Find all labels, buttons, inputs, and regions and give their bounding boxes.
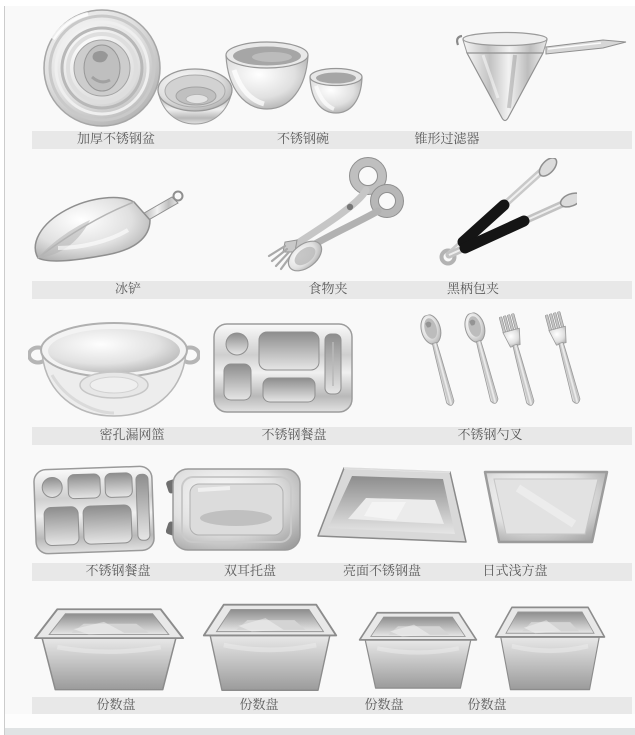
product-label: 食物夹 — [308, 282, 348, 297]
thick-stainless-basin-image — [28, 5, 240, 127]
bottom-margin-strip — [5, 714, 635, 728]
ice-scoop-image — [28, 186, 198, 271]
mirror-finish-tray-image — [316, 462, 468, 554]
spoons-and-forks-image — [402, 310, 592, 410]
conical-strainer-image — [453, 28, 633, 128]
product-label: 不锈钢碗 — [276, 132, 330, 147]
portion-pan-image — [358, 606, 478, 694]
product-label: 份数盘 — [96, 698, 136, 713]
product-label: 亮面不锈钢盘 — [342, 564, 422, 579]
six-compartment-tray-image — [32, 464, 156, 556]
label-band-row-3 — [32, 427, 632, 445]
product-label: 冰铲 — [114, 282, 142, 297]
product-label: 密孔漏网篮 — [99, 428, 165, 443]
product-label: 份数盘 — [239, 698, 279, 713]
portion-pan-image — [33, 602, 185, 696]
product-label: 锥形过滤器 — [414, 132, 480, 147]
product-label: 不锈钢餐盘 — [261, 428, 327, 443]
label-band-row-5 — [32, 697, 632, 715]
portion-pan-image — [202, 597, 338, 697]
japanese-shallow-tray-image — [478, 468, 614, 548]
perforated-strainer-basket-image — [28, 311, 200, 423]
stainless-bowls-image — [220, 30, 370, 115]
label-band-row-4 — [32, 563, 632, 581]
label-band-row-2 — [32, 281, 632, 299]
double-ear-tray-image — [166, 466, 306, 554]
product-label: 加厚不锈钢盆 — [76, 132, 156, 147]
product-label: 不锈钢勺叉 — [457, 428, 523, 443]
product-label: 不锈钢餐盘 — [85, 564, 151, 579]
product-label: 日式浅方盘 — [482, 564, 548, 579]
product-label: 份数盘 — [467, 698, 507, 713]
label-band-row-1 — [32, 131, 632, 149]
portion-pan-image — [494, 600, 606, 696]
divided-lunch-tray-image — [212, 320, 354, 416]
black-handle-tongs-image — [432, 158, 577, 270]
scissor-food-tongs-image — [263, 156, 405, 276]
product-label: 黑柄包夹 — [446, 282, 500, 297]
product-label: 份数盘 — [364, 698, 404, 713]
next-section-edge-strip — [5, 728, 635, 735]
product-label: 双耳托盘 — [223, 564, 277, 579]
left-border-line — [4, 6, 5, 735]
